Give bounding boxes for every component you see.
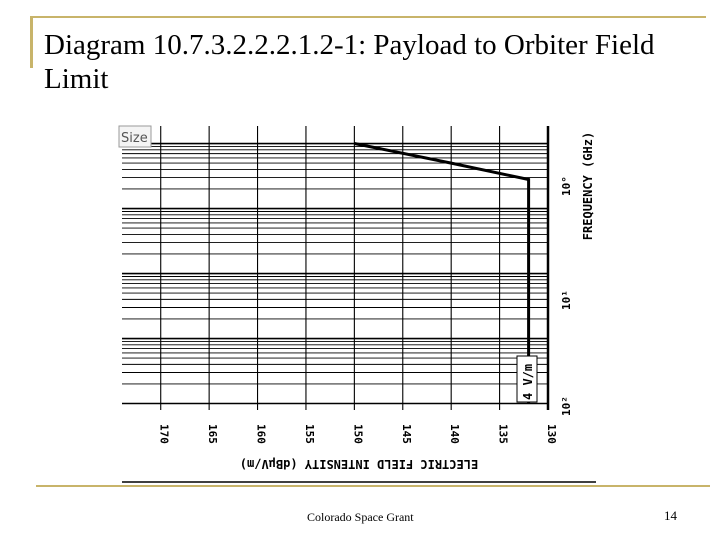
x-tick-label: 145 bbox=[399, 424, 413, 444]
slide-accent-bottom-line bbox=[36, 485, 710, 487]
size-label-box bbox=[119, 126, 151, 147]
slide-footer: Colorado Space Grant bbox=[307, 510, 414, 524]
slide-title: Diagram 10.7.3.2.2.2.1.2-1: Payload to Orbiter Field Limit bbox=[44, 29, 655, 95]
x-tick-label: 155 bbox=[302, 424, 316, 444]
x-tick-label: 150 bbox=[351, 424, 365, 444]
x-tick-label: 165 bbox=[206, 424, 220, 444]
slide-accent-top-line bbox=[32, 16, 706, 18]
y-tick-label: 10¹ bbox=[560, 290, 573, 310]
x-tick-label: 170 bbox=[157, 424, 171, 444]
x-tick-label: 140 bbox=[448, 424, 462, 444]
annotation-4vm: 4 V/m bbox=[521, 363, 535, 400]
page-number: 14 bbox=[664, 508, 677, 523]
x-axis-label: ELECTRIC FIELD INTENSITY (dBµV/m) bbox=[239, 457, 479, 471]
x-tick-label: 135 bbox=[496, 424, 510, 444]
size-label: Size bbox=[121, 131, 148, 146]
y-axis-label: FREQUENCY (GHz) bbox=[581, 131, 595, 241]
limit-annotation bbox=[517, 356, 537, 402]
x-tick-label: 130 bbox=[545, 424, 558, 444]
x-tick-label: 160 bbox=[254, 424, 268, 444]
field-limit-chart bbox=[118, 124, 598, 486]
x-tick-labels bbox=[158, 424, 558, 444]
y-tick-label: 10° bbox=[560, 176, 573, 196]
slide-accent-left-line bbox=[30, 16, 33, 68]
y-tick-label: 10² bbox=[560, 396, 573, 416]
